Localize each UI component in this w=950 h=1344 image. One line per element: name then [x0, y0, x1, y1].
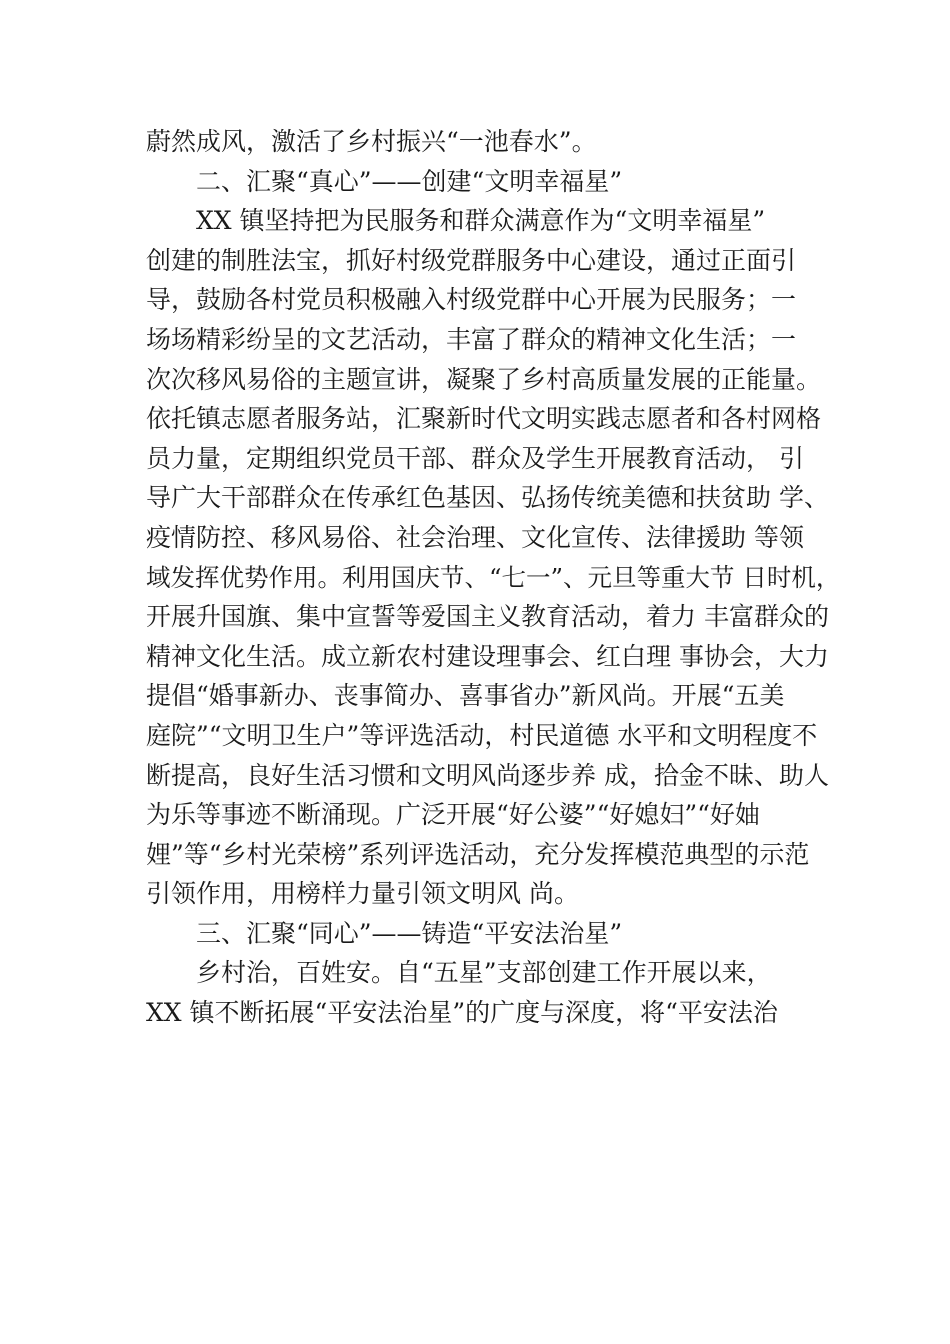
text-line: 疫情防控、移风易俗、社会治理、文化宣传、法律援助 等领: [146, 522, 804, 552]
text-line: 庭院”“文明卫生户”等评选活动，村民道德 水平和文明程度不: [146, 720, 818, 750]
text-line: 提倡“婚事新办、丧事简办、喜事省办”新风尚。开展“五美: [146, 681, 785, 711]
text-line: 精神文化生活。成立新农村建设理事会、红白理 事协会，大力: [146, 641, 829, 671]
body-text: [146, 122, 846, 1033]
text-line: 创建的制胜法宝，抓好村级党群服务中心建设，通过正面引: [146, 245, 797, 275]
text-line: XX 镇不断拓展“平安法治星”的广度与深度，将“平安法治: [146, 998, 778, 1028]
text-line: 乡村治，百姓安。自“五星”支部创建工作开展以来，: [196, 958, 772, 988]
text-line: 引领作用，用榜样力量引领文明风 尚。: [146, 879, 579, 909]
text-line: 次次移风易俗的主题宣讲，凝聚了乡村高质量发展的正能量。: [146, 364, 822, 394]
text-line: 开展升国旗、集中宣誓等爱国主义教育活动，着力 丰富群众的: [146, 602, 829, 632]
text-line: XX 镇坚持把为民服务和群众满意作为“文明幸福星”: [196, 206, 766, 236]
text-line: 娌”等“乡村光荣榜”系列评选活动，充分发挥模范典型的示范: [146, 839, 810, 869]
text-line: 导广大干部群众在传承红色基因、弘扬传统美德和扶贫助 学、: [146, 483, 829, 513]
text-line: 员力量，定期组织党员干部、群众及学生开展教育活动， 引: [146, 443, 804, 473]
section-heading-3: 三、汇聚“同心”——铸造“平安法治星”: [196, 918, 623, 948]
section-heading-2: 二、汇聚“真心”——创建“文明幸福星”: [196, 166, 623, 196]
text-line: 蔚然成风，激活了乡村振兴“一池春水”。: [146, 127, 597, 156]
text-line: 导，鼓励各村党员积极融入村级党群中心开展为民服务；一: [146, 285, 797, 315]
text-line: 场场精彩纷呈的文艺活动，丰富了群众的精神文化生活；一: [146, 324, 797, 354]
text-line: 为乐等事迹不断涌现。广泛开展“好公婆”“好媳妇”“好妯: [146, 800, 760, 830]
text-line: 域发挥优势作用。利用国庆节、“七一”、元旦等重大节 日时机，: [146, 562, 841, 592]
text-line: 断提高，良好生活习惯和文明风尚逐步养 成，拾金不昧、助人: [146, 760, 829, 790]
text-line: 依托镇志愿者服务站，汇聚新时代文明实践志愿者和各村网格: [146, 404, 822, 434]
